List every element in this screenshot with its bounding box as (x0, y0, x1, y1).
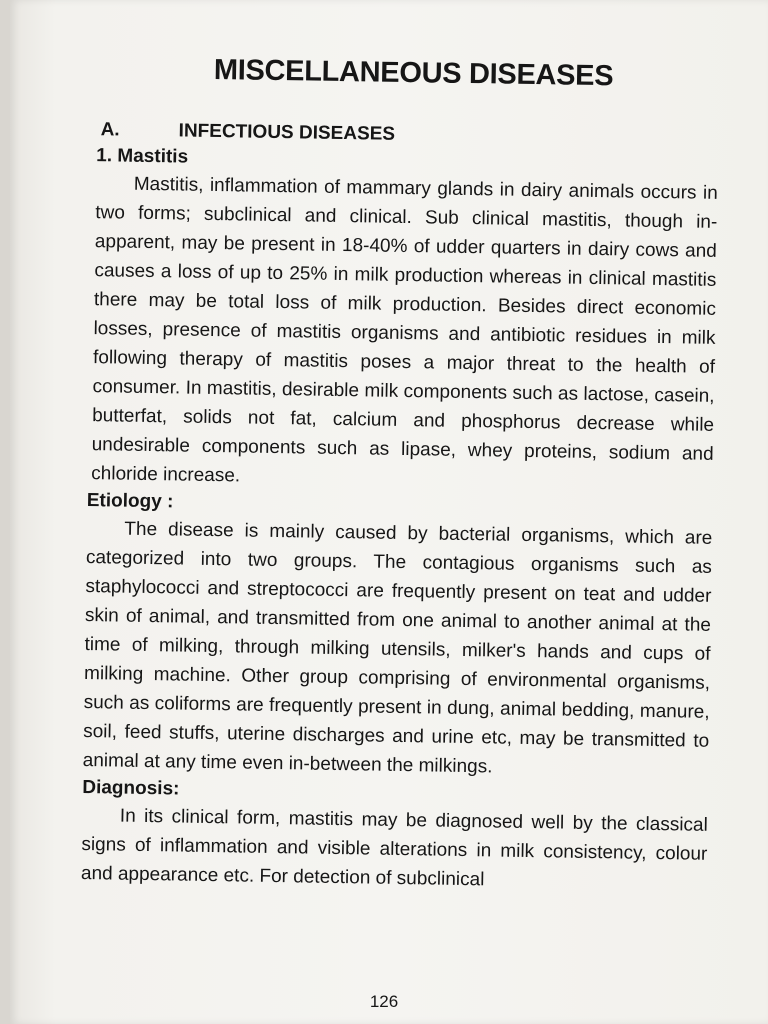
etiology-heading: Etiology : (86, 490, 174, 513)
chapter-title: MISCELLANEOUS DISEASES (213, 53, 614, 93)
section-label: INFECTIOUS DISEASES (178, 120, 396, 145)
subsection-heading: 1. Mastitis (96, 145, 189, 168)
book-page (10, 0, 768, 1024)
diagnosis-paragraph: In its clinical form, mastitis may be diagnosed well by the classical signs of inflammation and visible alterations in milk consistency, colour and appearance etc. For detection of subclinical (80, 805, 708, 891)
page-number: 126 (369, 992, 399, 1011)
page-content (75, 44, 720, 898)
section-letter: A. (100, 119, 120, 141)
intro-paragraph: Mastitis, inflammation of mammary glands in dairy animals occurs in two forms; subclinical and clinical. Sub clinical mastitis, though in-apparent, may be present in 18-40% of udder quarters in dairy cows and causes a loss of up to 25% in milk production whereas in clinical mastitis there may be total loss of milk production. Besides direct economic losses, presence of mastitis organisms and antibiotic residues in milk following therapy of mastitis poses a major threat to the health of consumer. In mastitis, desirable milk components such as lactose, casein, butterfat, solids not fat, calcium and phosphorus decrease while undesirable components such as lipase, whey proteins, sodium and chloride increase. (91, 173, 718, 487)
diagnosis-heading: Diagnosis: (82, 777, 180, 800)
etiology-paragraph: The disease is mainly caused by bacterial organisms, which are categorized into two groups. The contagious organisms such as staphylococci and streptococci are frequently present on teat and udder skin of animal, and transmitted from one animal to another animal at the time of milking, through milking utensils, milker's hands and cups of milking machine. Other group comprising of environmental organisms, such as coliforms are frequently present in dung, animal bedding, manure, soil, feed stuffs, uterine discharges and urine etc, may be transmitted to animal at any time even in-between the milkings. (82, 518, 713, 778)
